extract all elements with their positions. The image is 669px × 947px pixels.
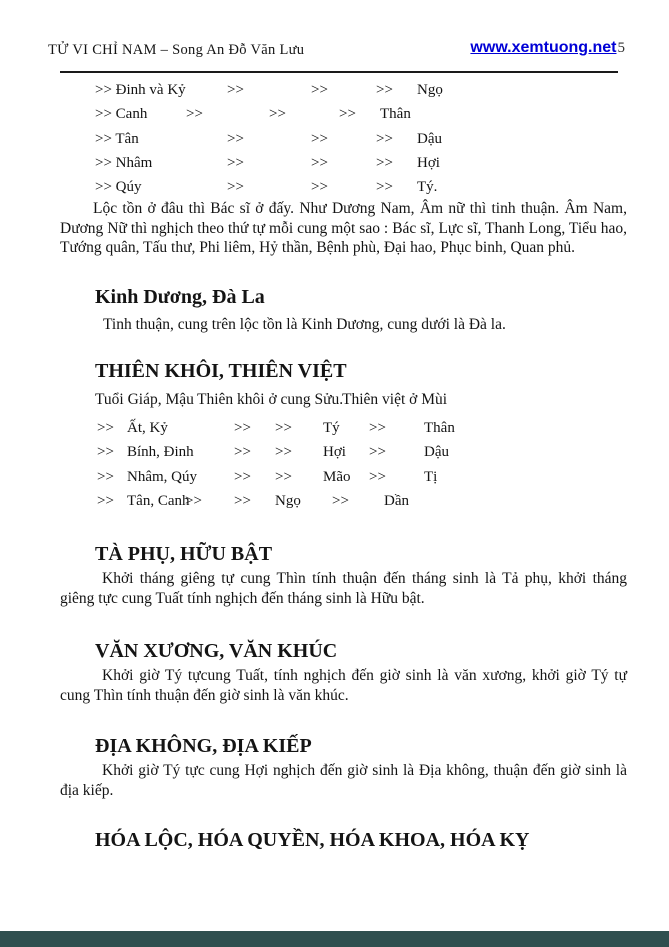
table-cell: >> <box>186 106 203 122</box>
section-heading-ta-phu: TÀ PHỤ, HỮU BẬT <box>95 543 273 565</box>
table-cell: >> <box>376 131 393 147</box>
table-cell: Thân <box>424 420 455 436</box>
table-cell: >> <box>234 493 251 509</box>
table-cell: >> <box>227 131 244 147</box>
table-cell: >> <box>227 155 244 171</box>
table-cell: >> <box>97 469 114 485</box>
table-cell: Hợi <box>417 155 440 171</box>
table-cell: >> <box>376 82 393 98</box>
table-cell: Ất, Kỷ <box>127 420 168 436</box>
table-cell: >> <box>369 444 386 460</box>
table-cell: >> <box>311 131 328 147</box>
table-cell: >> <box>227 82 244 98</box>
table-cell: >> <box>275 444 292 460</box>
table-cell: Ngọ <box>275 493 301 509</box>
website-link[interactable]: www.xemtuong.net <box>470 39 617 56</box>
table-cell: >> <box>311 82 328 98</box>
table-cell: >> <box>369 420 386 436</box>
table-cell: Tị <box>424 469 438 485</box>
table-cell: Bính, Đinh <box>127 444 194 460</box>
table-cell: >> <box>376 155 393 171</box>
table-row <box>0 493 669 513</box>
table-cell: >> <box>234 420 251 436</box>
table-cell: >> <box>227 179 244 195</box>
section-heading-hoa-loc: HÓA LỘC, HÓA QUYỀN, HÓA KHOA, HÓA KỴ <box>95 829 530 851</box>
table-row <box>0 106 669 126</box>
document-title: TỬ VI CHỈ NAM – Song An Đỗ Văn Lưu <box>48 42 305 58</box>
table-cell: Dậu <box>417 131 442 147</box>
table-cell: >> <box>97 493 114 509</box>
intro-paragraph: Lộc tồn ở đâu thì Bác sĩ ở đấy. Như Dương Nam, Âm nữ thì tinh thuận. Âm Nam, Dương Nữ thì nghịch theo thứ tự mỗi cung một sao : Bác sĩ, Lực sĩ, Thanh Long, Tiểu hao, Tướng quân, Tấu thư, Phi liêm, Hỷ thần, Bệnh phù, Đại hao, Phục binh, Quan phủ. <box>60 200 627 256</box>
table-cell: >> Qúy <box>95 179 142 195</box>
table-cell: >> <box>234 444 251 460</box>
van-xuong-paragraph: Khởi giờ Tý tựcung Tuất, tính nghịch đến giờ sinh là văn xương, khởi giờ Tý tự cung Thìn tính thuận đến giờ sinh là văn khúc. <box>60 667 627 704</box>
table-cell: >> <box>97 444 114 460</box>
table-cell: >> Tân <box>95 131 139 147</box>
header-divider <box>60 71 618 73</box>
thien-khoi-intro-viet: Thiên việt ở Mùi <box>342 391 448 408</box>
table-cell: >> <box>275 469 292 485</box>
page-number: 5 <box>617 40 625 56</box>
section-heading-dia-khong: ĐỊA KHÔNG, ĐỊA KIẾP <box>95 735 312 757</box>
ta-phu-paragraph: Khởi tháng giêng tự cung Thìn tính thuận đến tháng sinh là Tả phụ, khởi tháng giêng tực cung Tuất tính nghịch đến tháng sinh là Hữu bật. <box>60 570 627 607</box>
header-right <box>470 39 625 57</box>
table-cell: >> Đinh và Kỷ <box>95 82 186 98</box>
section-heading-van-xuong: VĂN XƯƠNG, VĂN KHÚC <box>95 640 338 662</box>
table-cell: >> <box>369 469 386 485</box>
table-cell: >> <box>311 179 328 195</box>
table-cell: Dậu <box>424 444 449 460</box>
table-cell: Tý. <box>417 179 438 195</box>
section-heading-thien-khoi: THIÊN KHÔI, THIÊN VIỆT <box>95 360 347 382</box>
table-row <box>0 155 669 175</box>
table-row <box>0 82 669 102</box>
table-cell: Tý <box>323 420 340 436</box>
table-cell: >> <box>269 106 286 122</box>
kinh-duong-body: Tinh thuận, cung trên lộc tồn là Kinh Dương, cung dưới là Đà la. <box>103 316 506 333</box>
table-cell: >> <box>376 179 393 195</box>
dia-khong-paragraph: Khởi giờ Tý tực cung Hợi nghịch đến giờ sinh là Địa không, thuận đến giờ sinh là địa kiếp. <box>60 762 627 799</box>
table-cell: >> <box>311 155 328 171</box>
table-row <box>0 420 669 440</box>
table-cell: Nhâm, Qúy <box>127 469 197 485</box>
table-cell: >> <box>185 493 202 509</box>
thien-khoi-intro-age: Tuổi Giáp, Mậu <box>95 391 194 408</box>
table-cell: Dần <box>384 493 409 509</box>
table-cell: >> <box>97 420 114 436</box>
table-cell: Ngọ <box>417 82 443 98</box>
table-cell: Thân <box>380 106 411 122</box>
thien-khoi-intro-khoi: Thiên khôi ở cung Sửu. <box>197 391 344 408</box>
table-row <box>0 179 669 199</box>
table-cell: >> <box>332 493 349 509</box>
table-cell: Mão <box>323 469 351 485</box>
table-cell: >> <box>275 420 292 436</box>
table-cell: Tân, Canh <box>127 493 190 509</box>
table-row <box>0 444 669 464</box>
table-row <box>0 469 669 489</box>
table-cell: >> <box>339 106 356 122</box>
table-cell: Hợi <box>323 444 346 460</box>
table-row <box>0 131 669 151</box>
section-heading-kinh-duong: Kinh Dương, Đà La <box>95 286 265 308</box>
table-cell: >> Nhâm <box>95 155 153 171</box>
viewer-page-edge-bar <box>0 931 669 947</box>
table-cell: >> Canh <box>95 106 148 122</box>
table-cell: >> <box>234 469 251 485</box>
